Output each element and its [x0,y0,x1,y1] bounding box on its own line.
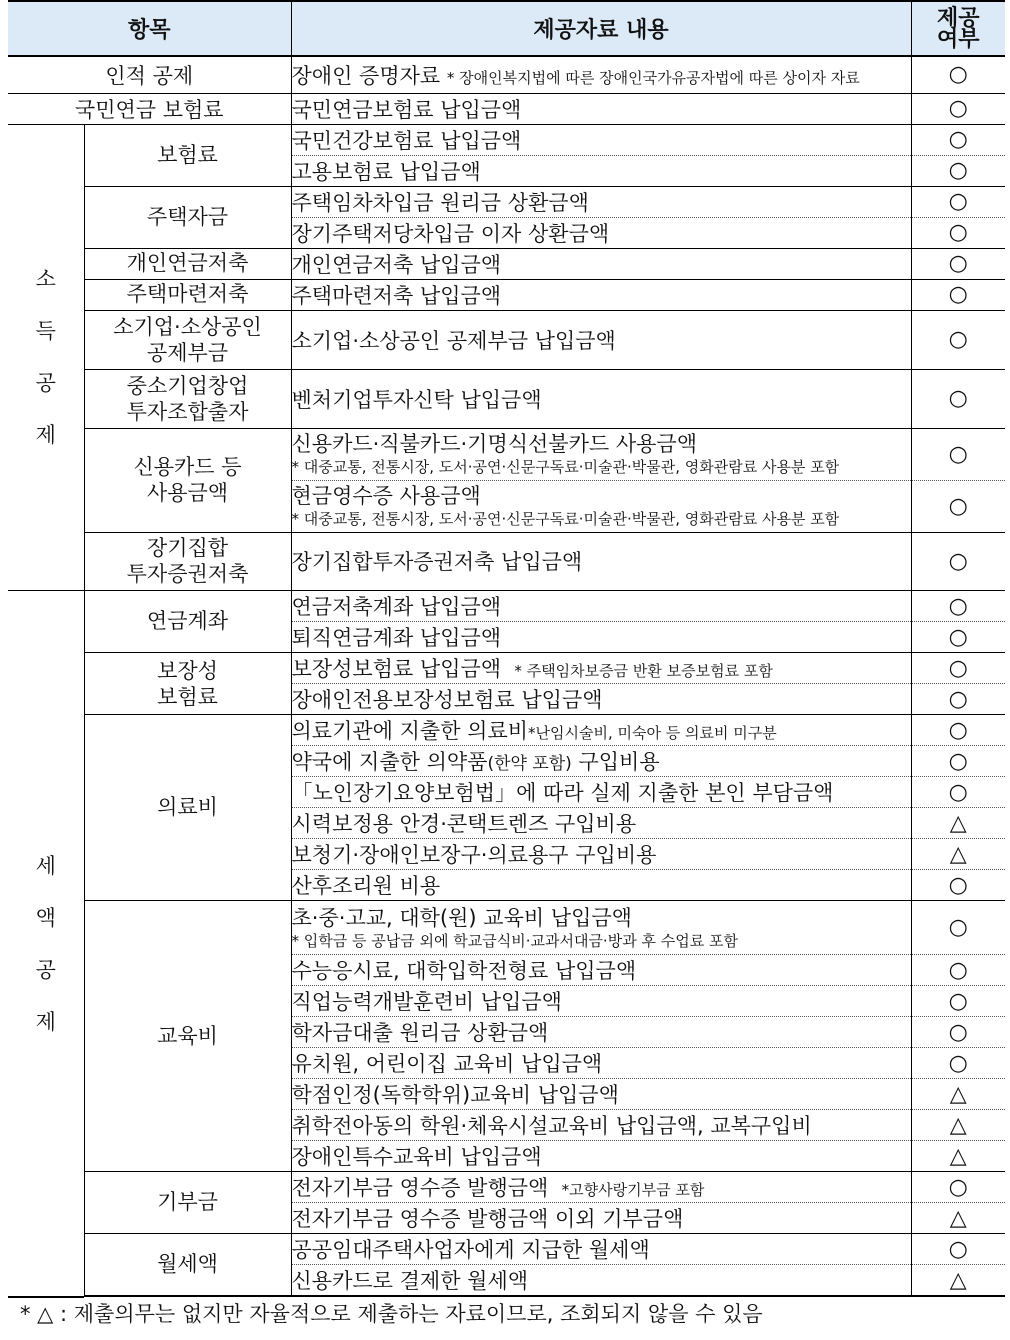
provided-mark: ○ [911,955,1005,986]
provided-mark: △ [911,1203,1005,1234]
sub-rent: 월세액 [84,1234,291,1297]
sub-label-line: 보장성 [157,658,218,683]
provided-mark: ○ [911,124,1005,155]
table-row [8,715,1005,746]
content-text: 의료기관에 지출한 의료비 [291,719,529,743]
provided-mark: ○ [911,986,1005,1017]
provided-mark: △ [911,808,1005,839]
sub-label-line: 소기업·소상공인 [113,314,262,339]
row-content: 보청기·장애인보장구·의료용구 구입비용 [291,839,911,870]
row-content [291,428,911,480]
sub-small-biz [84,310,291,369]
sub-pension: 개인연금저축 [84,248,291,279]
provided-mark: ○ [911,186,1005,217]
row-content: 연금저축계좌 납입금액 [291,591,911,622]
sub-label-line: 장기집합 [146,536,229,561]
row-item: 국민연금 보험료 [8,93,291,124]
provided-mark: △ [911,1110,1005,1141]
content-note: * 주택임차보증금 반환 보증보험료 포함 [514,662,773,680]
row-content: 소기업·소상공인 공제부금 납입금액 [291,310,911,369]
provided-mark: ○ [911,279,1005,310]
content-note: * 입학금 등 공납금 외에 학교급식비·교과서대금·방과 후 수업료 포함 [291,931,738,950]
content-text: 초·중·고교, 대학(원) 교육비 납입금액 [291,905,632,930]
provided-mark: ○ [911,310,1005,369]
provided-mark: △ [911,1265,1005,1297]
provided-mark: ○ [911,715,1005,746]
sub-label-line: 사용금액 [146,481,229,505]
row-content [291,56,911,93]
table-row [8,1234,1005,1265]
sub-label-line: 중소기업창업 [126,373,249,398]
row-content [291,715,911,746]
header-provided-line2: 여부 [937,26,980,52]
row-content: 장애인전용보장성보험료 납입금액 [291,684,911,715]
row-content [291,653,911,684]
table-row [8,591,1005,622]
sub-insurance: 보험료 [84,124,291,186]
table-header-row [8,1,1005,56]
table-row [8,279,1005,310]
row-content: 벤처기업투자신탁 납입금액 [291,369,911,428]
content-text: 보장성보험료 납입금액 [291,657,502,681]
row-content: 유치원, 어린이집 교육비 납입금액 [291,1048,911,1079]
sub-medical: 의료비 [84,715,291,901]
sub-venture [84,369,291,428]
row-content: 학점인정(독학학위)교육비 납입금액 [291,1079,911,1110]
provided-mark: ○ [911,1172,1005,1203]
row-content: 국민연금보험료 납입금액 [291,93,911,124]
row-content: 신용카드로 결제한 월세액 [291,1265,911,1297]
sub-label-line: 공제부금 [146,340,229,365]
sub-longterm [84,532,291,590]
category-char: 소 [35,267,56,292]
content-text: 약국에 지출한 의약품 [291,750,488,774]
provided-mark: ○ [911,901,1005,955]
row-content: 취학전아동의 학원·체육시설교육비 납입금액, 교복구입비 [291,1110,911,1141]
row-content: 퇴직연금계좌 납입금액 [291,622,911,653]
header-provided [911,1,1005,56]
row-content [291,746,911,777]
row-content: 직업능력개발훈련비 납입금액 [291,986,911,1017]
category-tax-credit [8,591,84,1298]
provided-mark: ○ [911,653,1005,684]
provided-mark: ○ [911,217,1005,248]
provided-mark: ○ [911,777,1005,808]
content-text: 장애인 증명자료 [291,63,441,88]
provided-mark: ○ [911,622,1005,653]
table-row [8,901,1005,955]
row-content: 장애인특수교육비 납입금액 [291,1141,911,1172]
table-row [8,1172,1005,1203]
header-content: 제공자료 내용 [291,1,911,56]
category-char: 제 [35,1009,56,1034]
row-content: 주택마련저축 납입금액 [291,279,911,310]
row-content: 주택임차차입금 원리금 상환금액 [291,186,911,217]
sub-label-line: 투자조합출자 [126,399,249,424]
category-char: 공 [35,957,56,982]
category-char: 액 [35,905,56,930]
sub-protective [84,653,291,715]
row-content: 개인연금저축 납입금액 [291,248,911,279]
content-note: * 대중교통, 전통시장, 도서·공연·신문구독료·미술관·박물관, 영화관람료 사용분 포함 [291,458,840,476]
provided-mark: △ [911,1141,1005,1172]
row-content: 「노인장기요양보험법」에 따라 실제 지출한 본인 부담금액 [291,777,911,808]
table-row [8,369,1005,428]
provided-mark: ○ [911,155,1005,186]
sub-pension-account: 연금계좌 [84,591,291,653]
provided-mark: ○ [911,369,1005,428]
row-content: 장기주택저당차입금 이자 상환금액 [291,217,911,248]
content-note: * 대중교통, 전통시장, 도서·공연·신문구독료·미술관·박물관, 영화관람료 사용분 포함 [291,510,840,528]
provided-mark: ○ [911,532,1005,590]
sub-label-line: 투자증권저축 [126,562,249,587]
spacer-row [8,1296,1005,1297]
row-content: 시력보정용 안경·콘택트렌즈 구입비용 [291,808,911,839]
provided-mark: ○ [911,1234,1005,1265]
content-note: *난임시술비, 미숙아 등 의료비 미구분 [528,724,777,742]
provided-mark: ○ [911,1017,1005,1048]
row-content: 산후조리원 비용 [291,870,911,901]
header-item: 항목 [8,1,291,56]
table-row [8,428,1005,480]
category-char: 세 [35,853,56,878]
sub-card [84,428,291,532]
category-income-deduction [8,124,84,591]
row-item: 인적 공제 [8,56,291,93]
row-content: 수능응시료, 대학입학전형료 납입금액 [291,955,911,986]
table-row [8,56,1005,93]
row-content: 학자금대출 원리금 상환금액 [291,1017,911,1048]
category-char: 공 [35,371,56,396]
content-note: * 장애인복지법에 따른 장애인국가유공자법에 따른 상이자 자료 [446,68,860,87]
table-row [8,248,1005,279]
row-content [291,901,911,955]
sub-education: 교육비 [84,901,291,1172]
provided-mark: ○ [911,248,1005,279]
footnote: * △ : 제출의무는 없지만 자율적으로 제출하는 자료이므로, 조회되지 않을 수 있음 [20,1302,763,1326]
row-content: 국민건강보험료 납입금액 [291,124,911,155]
table-row [8,93,1005,124]
content-text: 신용카드·직불카드·기명식선불카드 사용금액 [291,432,697,456]
header-provided-line1: 제공 [937,5,980,31]
row-content: 장기집합투자증권저축 납입금액 [291,532,911,590]
sub-donation: 기부금 [84,1172,291,1234]
table-row [8,124,1005,155]
content-text: 구입비용 [571,750,660,774]
sub-housing: 주택자금 [84,186,291,248]
sub-label-line: 신용카드 등 [133,455,242,479]
row-content [291,1172,911,1203]
provided-mark: ○ [911,428,1005,480]
row-content: 공공임대주택사업자에게 지급한 월세액 [291,1234,911,1265]
provided-mark: △ [911,839,1005,870]
table-row [8,186,1005,217]
content-text: 현금영수증 사용금액 [291,484,481,508]
provided-mark: ○ [911,684,1005,715]
deduction-table [8,0,1005,1298]
row-content: 전자기부금 영수증 발행금액 이외 기부금액 [291,1203,911,1234]
sub-label-line: 보험료 [157,684,218,709]
table-row [8,310,1005,369]
provided-mark: ○ [911,480,1005,532]
sub-housing-savings: 주택마련저축 [84,279,291,310]
provided-mark: ○ [911,56,1005,93]
category-char: 득 [35,319,56,344]
content-note: (한약 포함) [487,754,572,774]
row-content [291,480,911,532]
category-char: 제 [35,423,56,448]
provided-mark: ○ [911,93,1005,124]
provided-mark: ○ [911,746,1005,777]
provided-mark: △ [911,1079,1005,1110]
provided-mark: ○ [911,591,1005,622]
table-row [8,532,1005,590]
provided-mark: ○ [911,1048,1005,1079]
content-text: 전자기부금 영수증 발행금액 [291,1176,549,1200]
provided-mark: ○ [911,870,1005,901]
content-note: *고향사랑기부금 포함 [561,1181,705,1199]
table-row [8,653,1005,684]
row-content: 고용보험료 납입금액 [291,155,911,186]
